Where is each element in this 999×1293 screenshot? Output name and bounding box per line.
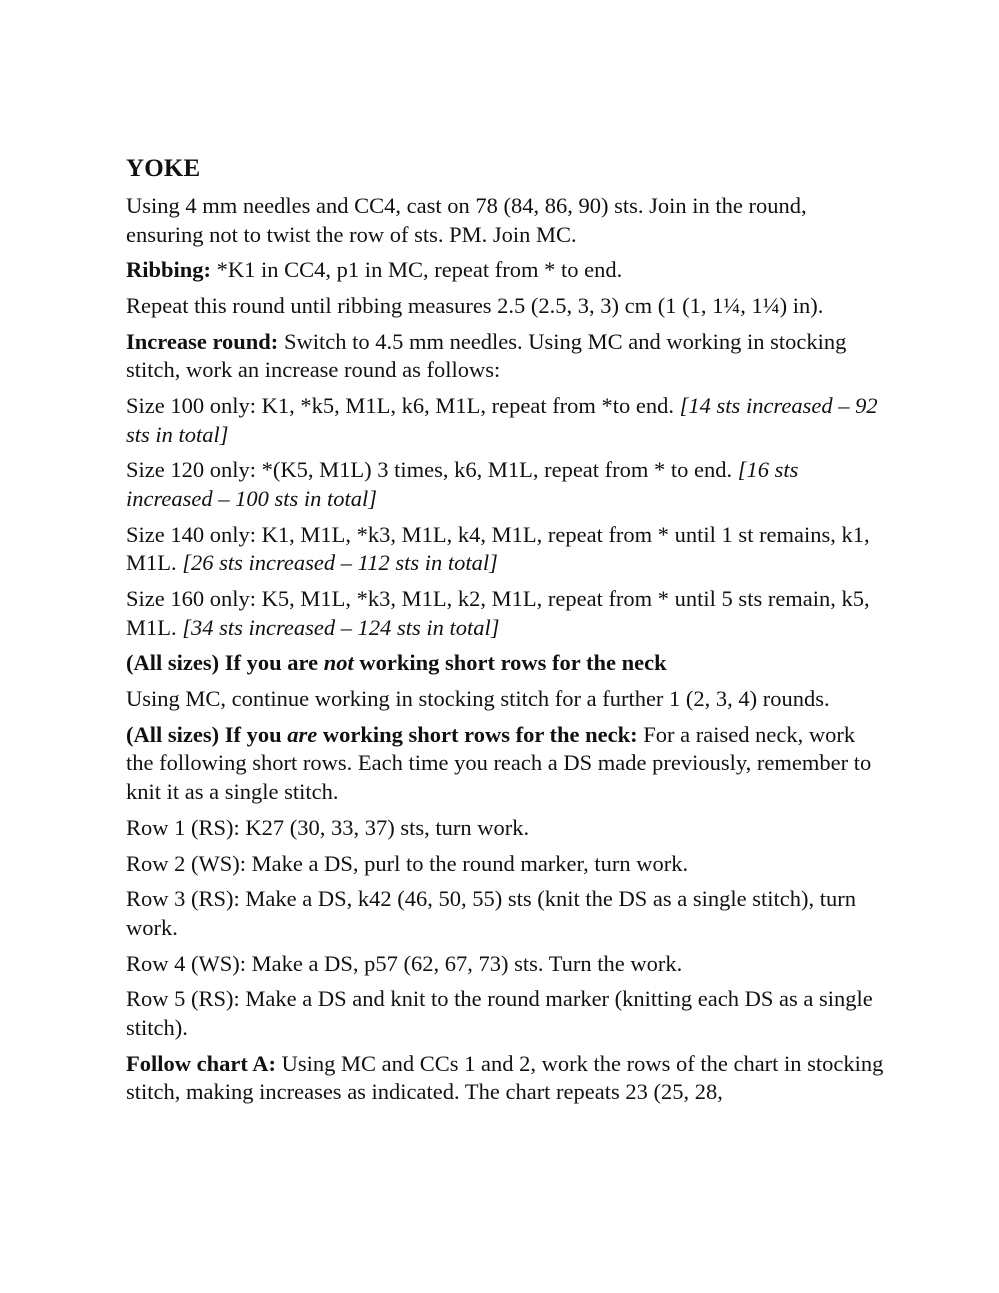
no-short-rows-heading — [126, 649, 886, 678]
row-instruction: Row 5 (RS): Make a DS and knit to the round marker (knitting each DS as a single stitch). — [126, 986, 873, 1040]
size-100-instruction — [126, 392, 886, 449]
row-instruction: Row 3 (RS): Make a DS, k42 (46, 50, 55) sts (knit the DS as a single stitch), turn work. — [126, 886, 856, 940]
size-160-note: [34 sts increased – 124 sts in total] — [182, 614, 500, 640]
heading-part: working short rows for the neck — [353, 650, 667, 676]
size-120-instruction — [126, 456, 886, 513]
increase-round-text: Switch to 4.5 mm needles. Using MC and working in stocking stitch, work an increase round as follows: — [126, 328, 847, 383]
size-160-instruction — [126, 585, 886, 642]
chart-a-instruction — [126, 1050, 886, 1107]
size-140-text: Size 140 only: K1, M1L, *k3, M1L, k4, M1L, repeat from * until 1 st remains, k1, M1L. — [126, 521, 870, 576]
row-instruction: Row 1 (RS): K27 (30, 33, 37) sts, turn work. — [126, 814, 530, 840]
size-100-note: [14 sts increased – 92 sts in total] — [126, 393, 878, 447]
chart-a-label: Follow chart A: — [126, 1050, 276, 1076]
cast-on-instruction: Using 4 mm needles and CC4, cast on 78 (84, 86, 90) sts. Join in the round, ensuring not to twist the row of sts. PM. Join MC. — [126, 193, 807, 247]
size-120-text: Size 120 only: *(K5, M1L) 3 times, k6, M1L, repeat from * to end. — [126, 457, 738, 483]
chart-a-text: Using MC and CCs 1 and 2, work the rows of the chart in stocking stitch, making increases as indicated. The chart repeats 23 (25, 28, — [126, 1050, 884, 1105]
short-rows-heading — [126, 722, 638, 747]
heading-emphasis: are — [287, 721, 318, 747]
section-title: YOKE — [126, 155, 201, 182]
size-160-text: Size 160 only: K5, M1L, *k3, M1L, k2, M1L, repeat from * until 5 sts remain, k5, M1L. — [126, 586, 870, 640]
increase-round-instruction — [126, 328, 886, 385]
size-140-note: [26 sts increased – 112 sts in total] — [182, 550, 498, 576]
size-100-text: Size 100 only: K1, *k5, M1L, k6, M1L, repeat from *to end. — [126, 393, 680, 419]
row-instruction: Row 4 (WS): Make a DS, p57 (62, 67, 73) sts. Turn the work. — [126, 950, 683, 976]
size-120-note: [16 sts increased – 100 sts in total] — [126, 457, 799, 511]
ribbing-repeat-instruction: Repeat this round until ribbing measures 2.5 (2.5, 3, 3) cm (1 (1, 1¼, 1¼) in). — [126, 293, 824, 319]
ribbing-instruction — [126, 256, 886, 285]
heading-part: (All sizes) If you are — [126, 650, 324, 676]
ribbing-text: *K1 in CC4, p1 in MC, repeat from * to end. — [211, 257, 623, 283]
pattern-page — [126, 152, 886, 1114]
no-short-rows-heading-text — [126, 650, 667, 675]
size-140-instruction — [126, 521, 886, 578]
no-short-rows-instruction: Using MC, continue working in stocking stitch for a further 1 (2, 3, 4) rounds. — [126, 686, 830, 712]
increase-round-label: Increase round: — [126, 328, 279, 354]
row-instruction: Row 2 (WS): Make a DS, purl to the round marker, turn work. — [126, 850, 689, 876]
ribbing-label: Ribbing: — [126, 257, 212, 283]
heading-emphasis: not — [323, 650, 354, 676]
short-rows-instruction — [126, 721, 886, 807]
short-rows-text: For a raised neck, work the following short rows. Each time you reach a DS made previously, remember to knit it as a single stitch. — [126, 721, 872, 804]
heading-part: (All sizes) If you — [126, 721, 288, 747]
heading-part: working short rows for the neck: — [317, 721, 638, 747]
